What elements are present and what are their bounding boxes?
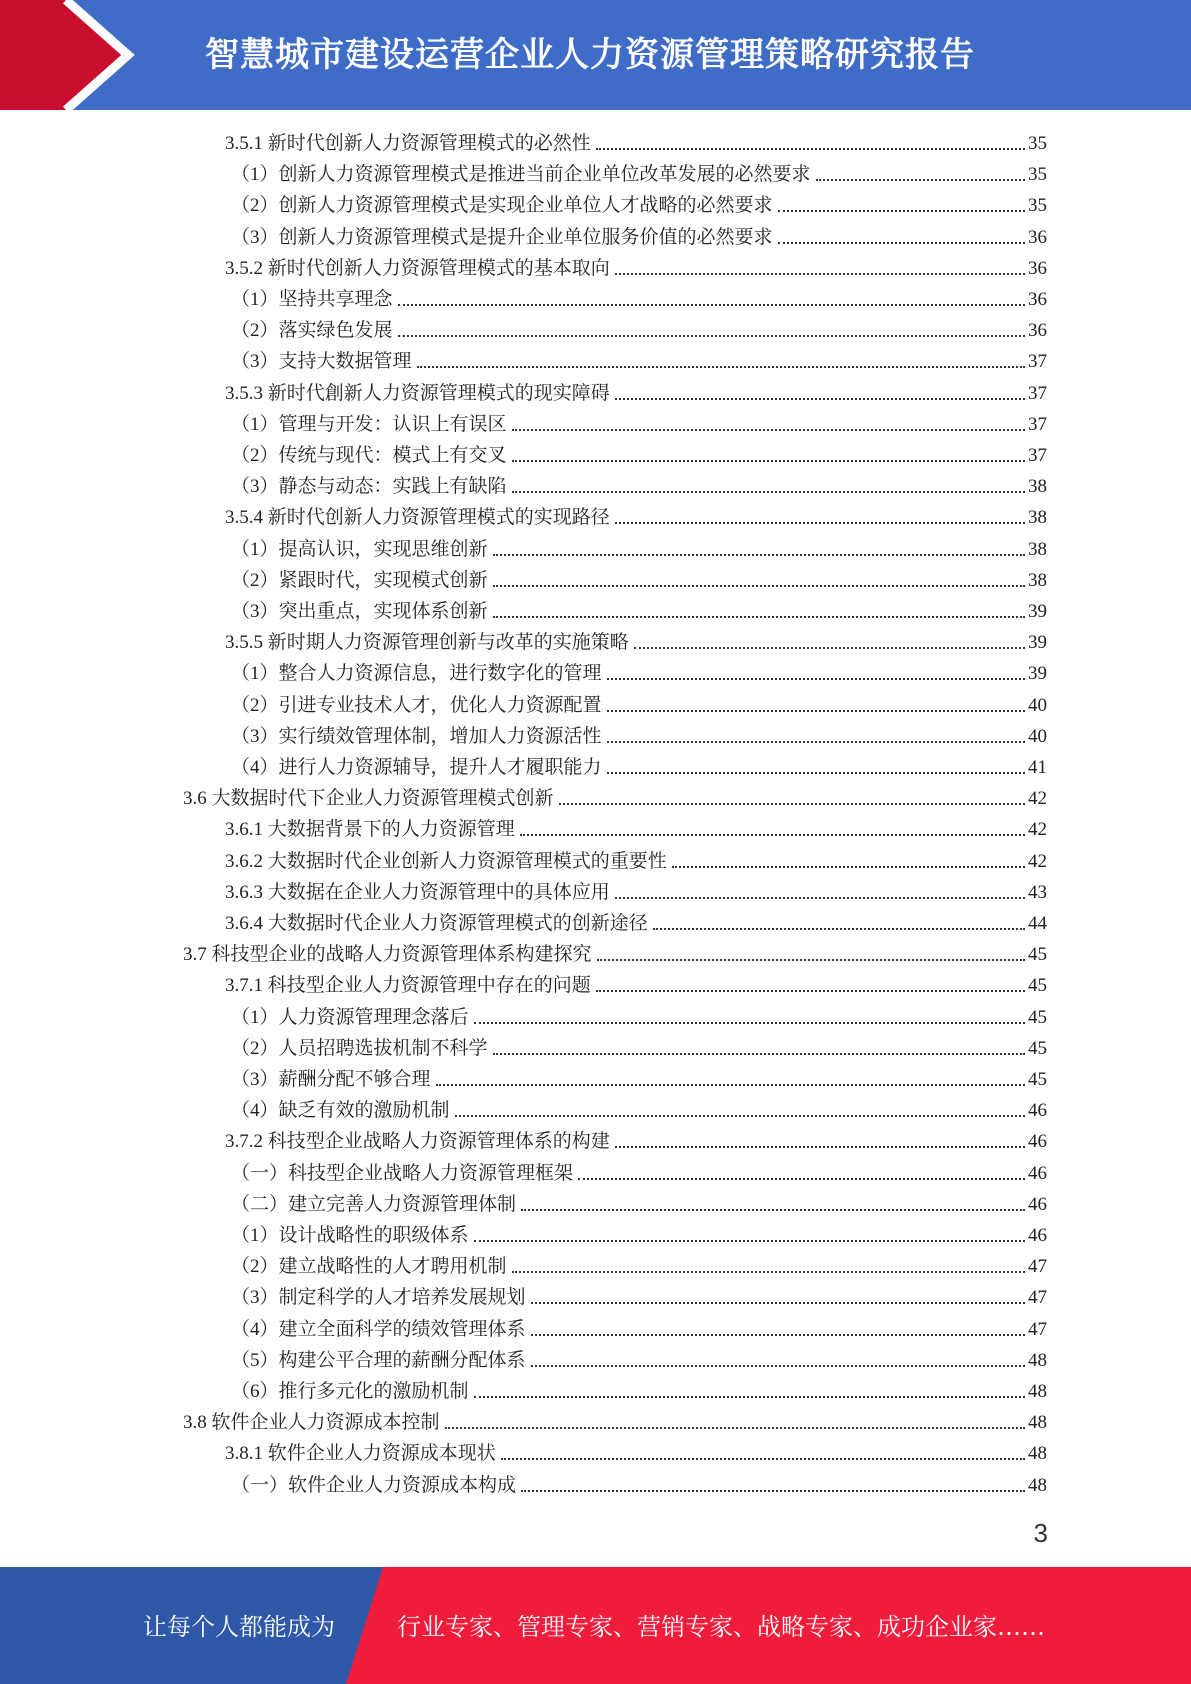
toc-entry[interactable] (225, 1438, 1047, 1469)
toc-leader-dots (778, 210, 1025, 212)
toc-entry-title: （3）静态与动态：实践上有缺陷 (231, 476, 507, 498)
toc-entry-title: （二）建立完善人力资源管理体制 (231, 1193, 517, 1215)
toc-entry-title: 3.5.5 新时期人力资源管理创新与改革的实施策略 (225, 632, 629, 654)
toc-entry-title: （4）缺乏有效的激励机制 (231, 1100, 450, 1122)
toc-leader-dots (596, 148, 1025, 150)
toc-entry-page: 47 (1028, 1256, 1047, 1278)
toc-entry-title: （1）人力资源管理理念落后 (231, 1006, 469, 1028)
toc-leader-dots (398, 335, 1025, 337)
toc-entry-title: 3.5.2 新时代创新人力资源管理模式的基本取向 (225, 257, 610, 279)
toc-entry-page: 48 (1028, 1474, 1047, 1496)
toc-entry-page: 37 (1028, 382, 1047, 404)
toc-entry-page: 48 (1028, 1412, 1047, 1434)
toc-entry-page: 35 (1028, 133, 1047, 154)
toc-entry-page: 45 (1028, 975, 1047, 997)
toc-leader-dots (417, 366, 1025, 368)
toc-entry-title: 3.6.3 大数据在企业人力资源管理中的具体应用 (225, 881, 610, 903)
toc-entry-title: （4）建立全面科学的绩效管理体系 (231, 1318, 526, 1340)
toc-entry[interactable] (231, 1345, 1047, 1376)
toc-leader-dots (607, 772, 1025, 774)
toc-leader-dots (455, 1115, 1025, 1117)
toc-entry-title: （4）进行人力资源辅导，提升人才履职能力 (231, 757, 602, 778)
toc-entry-title: 3.6.4 大数据时代企业人力资源管理模式的创新途径 (225, 913, 648, 934)
toc-entry-page: 38 (1028, 569, 1047, 591)
toc-entry-title: 3.5.4 新时代创新人力资源管理模式的实现路径 (225, 507, 610, 529)
toc-leader-dots (445, 1427, 1025, 1429)
toc-entry-page: 45 (1028, 1037, 1047, 1059)
toc-entry[interactable] (231, 159, 1047, 190)
toc-entry-page: 38 (1028, 476, 1047, 498)
toc-entry-page: 35 (1028, 164, 1047, 186)
toc-entry-title: （2）传统与现代：模式上有交叉 (231, 445, 507, 466)
toc-entry-page: 41 (1028, 757, 1047, 778)
toc-entry[interactable] (231, 409, 1047, 440)
toc-leader-dots (578, 1178, 1025, 1180)
toc-entry-title: （1）整合人力资源信息，进行数字化的管理 (231, 663, 602, 685)
toc-entry-page: 45 (1028, 944, 1047, 966)
toc-leader-dots (559, 803, 1025, 805)
toc-leader-dots (607, 678, 1025, 680)
toc-entry-page: 45 (1028, 1006, 1047, 1028)
toc-entry[interactable] (231, 752, 1047, 783)
toc-entry[interactable] (231, 190, 1047, 221)
toc-leader-dots (521, 1209, 1025, 1211)
toc-entry-title: 3.8 软件企业人力资源成本控制 (183, 1412, 440, 1434)
toc-leader-dots (778, 242, 1025, 244)
toc-entry-page: 45 (1028, 1069, 1047, 1090)
toc-entry-title: （5）构建公平合理的薪酬分配体系 (231, 1349, 526, 1371)
toc-entry-title: 3.5.3 新时代創新人力资源管理模式的现实障碍 (225, 382, 610, 404)
toc-leader-dots (512, 460, 1025, 462)
toc-entry-title: （1）提高认识，实现思维创新 (231, 538, 488, 560)
toc-leader-dots (474, 1240, 1025, 1242)
toc-entry[interactable] (225, 970, 1047, 1001)
toc-entry[interactable] (183, 939, 1047, 970)
toc-entry-title: 3.5.1 新时代创新人力资源管理模式的必然性 (225, 133, 591, 154)
toc-entry[interactable] (231, 1220, 1047, 1251)
toc-entry-page: 48 (1028, 1381, 1047, 1402)
toc-entry[interactable] (231, 565, 1047, 596)
toc-entry[interactable] (231, 1189, 1047, 1220)
toc-entry-title: （6）推行多元化的激励机制 (231, 1381, 469, 1402)
toc-entry-title: （2）落实绿色发展 (231, 320, 393, 342)
toc-entry[interactable] (231, 1470, 1047, 1501)
toc-leader-dots (615, 897, 1025, 899)
toc-entry[interactable] (225, 1126, 1047, 1157)
toc-entry[interactable] (231, 690, 1047, 721)
toc-entry-title: （1）坚持共享理念 (231, 289, 393, 310)
page-header (0, 0, 1191, 110)
toc-entry[interactable] (231, 222, 1047, 253)
toc-entry-page: 46 (1028, 1131, 1047, 1153)
toc-entry[interactable] (231, 1033, 1047, 1064)
toc-entry[interactable] (225, 128, 1047, 159)
toc-entry[interactable] (225, 253, 1047, 284)
toc-leader-dots (531, 1365, 1025, 1367)
toc-entry-title: （3）创新人力资源管理模式是提升企业单位服务价值的必然要求 (231, 226, 773, 248)
toc-entry-title: （2）建立战略性的人才聘用机制 (231, 1256, 507, 1278)
toc-entry[interactable] (231, 1282, 1047, 1313)
toc-entry-page: 37 (1028, 445, 1047, 466)
toc-entry-title: （3）突出重点，实现体系创新 (231, 601, 488, 622)
toc-entry[interactable] (231, 721, 1047, 752)
toc-leader-dots (597, 959, 1025, 961)
toc-entry-page: 40 (1028, 725, 1047, 747)
toc-leader-dots (607, 741, 1025, 743)
toc-entry-page: 42 (1028, 850, 1047, 872)
toc-entry-page: 46 (1028, 1162, 1047, 1184)
toc-entry-title: （2）紧跟时代，实现模式创新 (231, 569, 488, 591)
toc-entry[interactable] (225, 846, 1047, 877)
toc-entry-title: （1）管理与开发：认识上有误区 (231, 413, 507, 435)
toc-entry-page: 38 (1028, 507, 1047, 529)
toc-entry-page: 40 (1028, 694, 1047, 716)
toc-entry-title: 3.6.1 大数据背景下的人力资源管理 (225, 819, 515, 841)
toc-entry[interactable] (231, 1002, 1047, 1033)
toc-entry-page: 46 (1028, 1225, 1047, 1246)
toc-entry[interactable] (231, 471, 1047, 502)
toc-entry-page: 37 (1028, 351, 1047, 373)
toc-leader-dots (653, 928, 1025, 930)
toc-entry-page: 47 (1028, 1318, 1047, 1340)
page-number: 3 (1033, 1518, 1048, 1548)
toc-leader-dots (596, 990, 1025, 992)
toc-entry-page: 36 (1028, 289, 1047, 310)
footer-roles: 行业专家、管理专家、营销专家、战略专家、成功企业家…… (397, 1613, 1045, 1641)
toc-leader-dots (672, 866, 1025, 868)
toc-entry-title: （2）引进专业技术人才，优化人力资源配置 (231, 694, 602, 716)
toc-entry-page: 44 (1028, 913, 1047, 934)
toc-leader-dots (493, 585, 1025, 587)
toc-entry-page: 42 (1028, 819, 1047, 841)
toc-entry-title: （3）薪酬分配不够合理 (231, 1069, 431, 1090)
toc-entry[interactable] (231, 596, 1047, 627)
toc-leader-dots (493, 1053, 1025, 1055)
toc-entry-title: 3.8.1 软件企业人力资源成本现状 (225, 1443, 496, 1465)
toc-leader-dots (816, 179, 1025, 181)
toc-leader-dots (474, 1396, 1025, 1398)
toc-entry-title: （2）创新人力资源管理模式是实现企业单位人才战略的必然要求 (231, 195, 773, 217)
toc-leader-dots (512, 491, 1025, 493)
toc-entry-page: 48 (1028, 1349, 1047, 1371)
toc-leader-dots (436, 1084, 1025, 1086)
toc-entry[interactable] (231, 1314, 1047, 1345)
toc-leader-dots (474, 1022, 1025, 1024)
toc-leader-dots (520, 834, 1025, 836)
page-footer (0, 1567, 1191, 1684)
toc-entry[interactable] (225, 814, 1047, 845)
toc-leader-dots (615, 273, 1025, 275)
toc-leader-dots (512, 1271, 1025, 1273)
toc-entry-page: 38 (1028, 538, 1047, 560)
toc-entry-title: 3.7 科技型企业的战略人力资源管理体系构建探究 (183, 944, 592, 966)
toc-entry-title: （一）软件企业人力资源成本构成 (231, 1474, 517, 1496)
toc-entry-page: 39 (1028, 601, 1047, 622)
toc-entry-title: （1）创新人力资源管理模式是推进当前企业单位改革发展的必然要求 (231, 164, 811, 186)
toc-entry[interactable] (225, 502, 1047, 533)
toc-entry-page: 37 (1028, 413, 1047, 435)
toc-entry-page: 46 (1028, 1100, 1047, 1122)
toc-entry[interactable] (225, 908, 1047, 939)
toc-entry-page: 46 (1028, 1193, 1047, 1215)
toc-entry[interactable] (231, 1095, 1047, 1126)
toc-leader-dots (512, 429, 1025, 431)
toc-leader-dots (398, 304, 1025, 306)
toc-entry-title: 3.6 大数据时代下企业人力资源管理模式创新 (183, 788, 554, 810)
toc-entry-title: （3）实行绩效管理体制，增加人力资源活性 (231, 725, 602, 747)
toc-entry[interactable] (231, 1064, 1047, 1095)
toc-entry[interactable] (231, 1376, 1047, 1407)
toc-leader-dots (615, 1146, 1025, 1148)
toc-entry[interactable] (231, 346, 1047, 377)
toc-entry-title: 3.6.2 大数据时代企业创新人力资源管理模式的重要性 (225, 850, 667, 872)
toc-leader-dots (615, 522, 1025, 524)
toc-entry-page: 36 (1028, 226, 1047, 248)
toc-entry[interactable] (231, 1158, 1047, 1189)
toc-entry[interactable] (231, 440, 1047, 471)
toc-leader-dots (531, 1302, 1025, 1304)
toc-leader-dots (634, 647, 1025, 649)
toc-entry-page: 36 (1028, 257, 1047, 279)
toc-entry[interactable] (231, 315, 1047, 346)
toc-entry-page: 47 (1028, 1287, 1047, 1309)
toc-leader-dots (501, 1458, 1025, 1460)
toc-leader-dots (607, 710, 1025, 712)
toc-entry-page: 36 (1028, 320, 1047, 342)
toc-entry[interactable] (225, 877, 1047, 908)
toc-entry-page: 35 (1028, 195, 1047, 217)
toc-entry[interactable] (231, 284, 1047, 315)
toc-leader-dots (521, 1490, 1025, 1492)
toc-entry[interactable] (225, 378, 1047, 409)
toc-leader-dots (493, 616, 1025, 618)
footer-slogan: 让每个人都能成为 (143, 1613, 335, 1641)
toc-entry-title: 3.7.2 科技型企业战略人力资源管理体系的构建 (225, 1131, 610, 1153)
toc-leader-dots (615, 398, 1025, 400)
toc-entry-page: 39 (1028, 663, 1047, 685)
toc-entry[interactable] (231, 1251, 1047, 1282)
toc-entry-page: 42 (1028, 788, 1047, 810)
toc-leader-dots (493, 554, 1025, 556)
toc-entry-title: （3）支持大数据管理 (231, 351, 412, 373)
toc-entry-page: 39 (1028, 632, 1047, 654)
toc-entry-title: 3.7.1 科技型企业人力资源管理中存在的问题 (225, 975, 591, 997)
toc-entry-title: （2）人员招聘选拔机制不科学 (231, 1037, 488, 1059)
toc-entry-page: 43 (1028, 881, 1047, 903)
toc-entry[interactable] (183, 1407, 1047, 1438)
report-title: 智慧城市建设运营企业人力资源管理策略研究报告 (205, 35, 975, 75)
toc-entry-title: （一）科技型企业战略人力资源管理框架 (231, 1162, 574, 1184)
toc-leader-dots (531, 1334, 1025, 1336)
toc-entry-title: （1）设计战略性的职级体系 (231, 1225, 469, 1246)
toc-entry-page: 48 (1028, 1443, 1047, 1465)
toc-entry-title: （3）制定科学的人才培养发展规划 (231, 1287, 526, 1309)
toc-entry[interactable] (183, 783, 1047, 814)
toc-entry[interactable] (225, 627, 1047, 658)
toc-entry[interactable] (231, 658, 1047, 689)
toc-entry[interactable] (231, 534, 1047, 565)
